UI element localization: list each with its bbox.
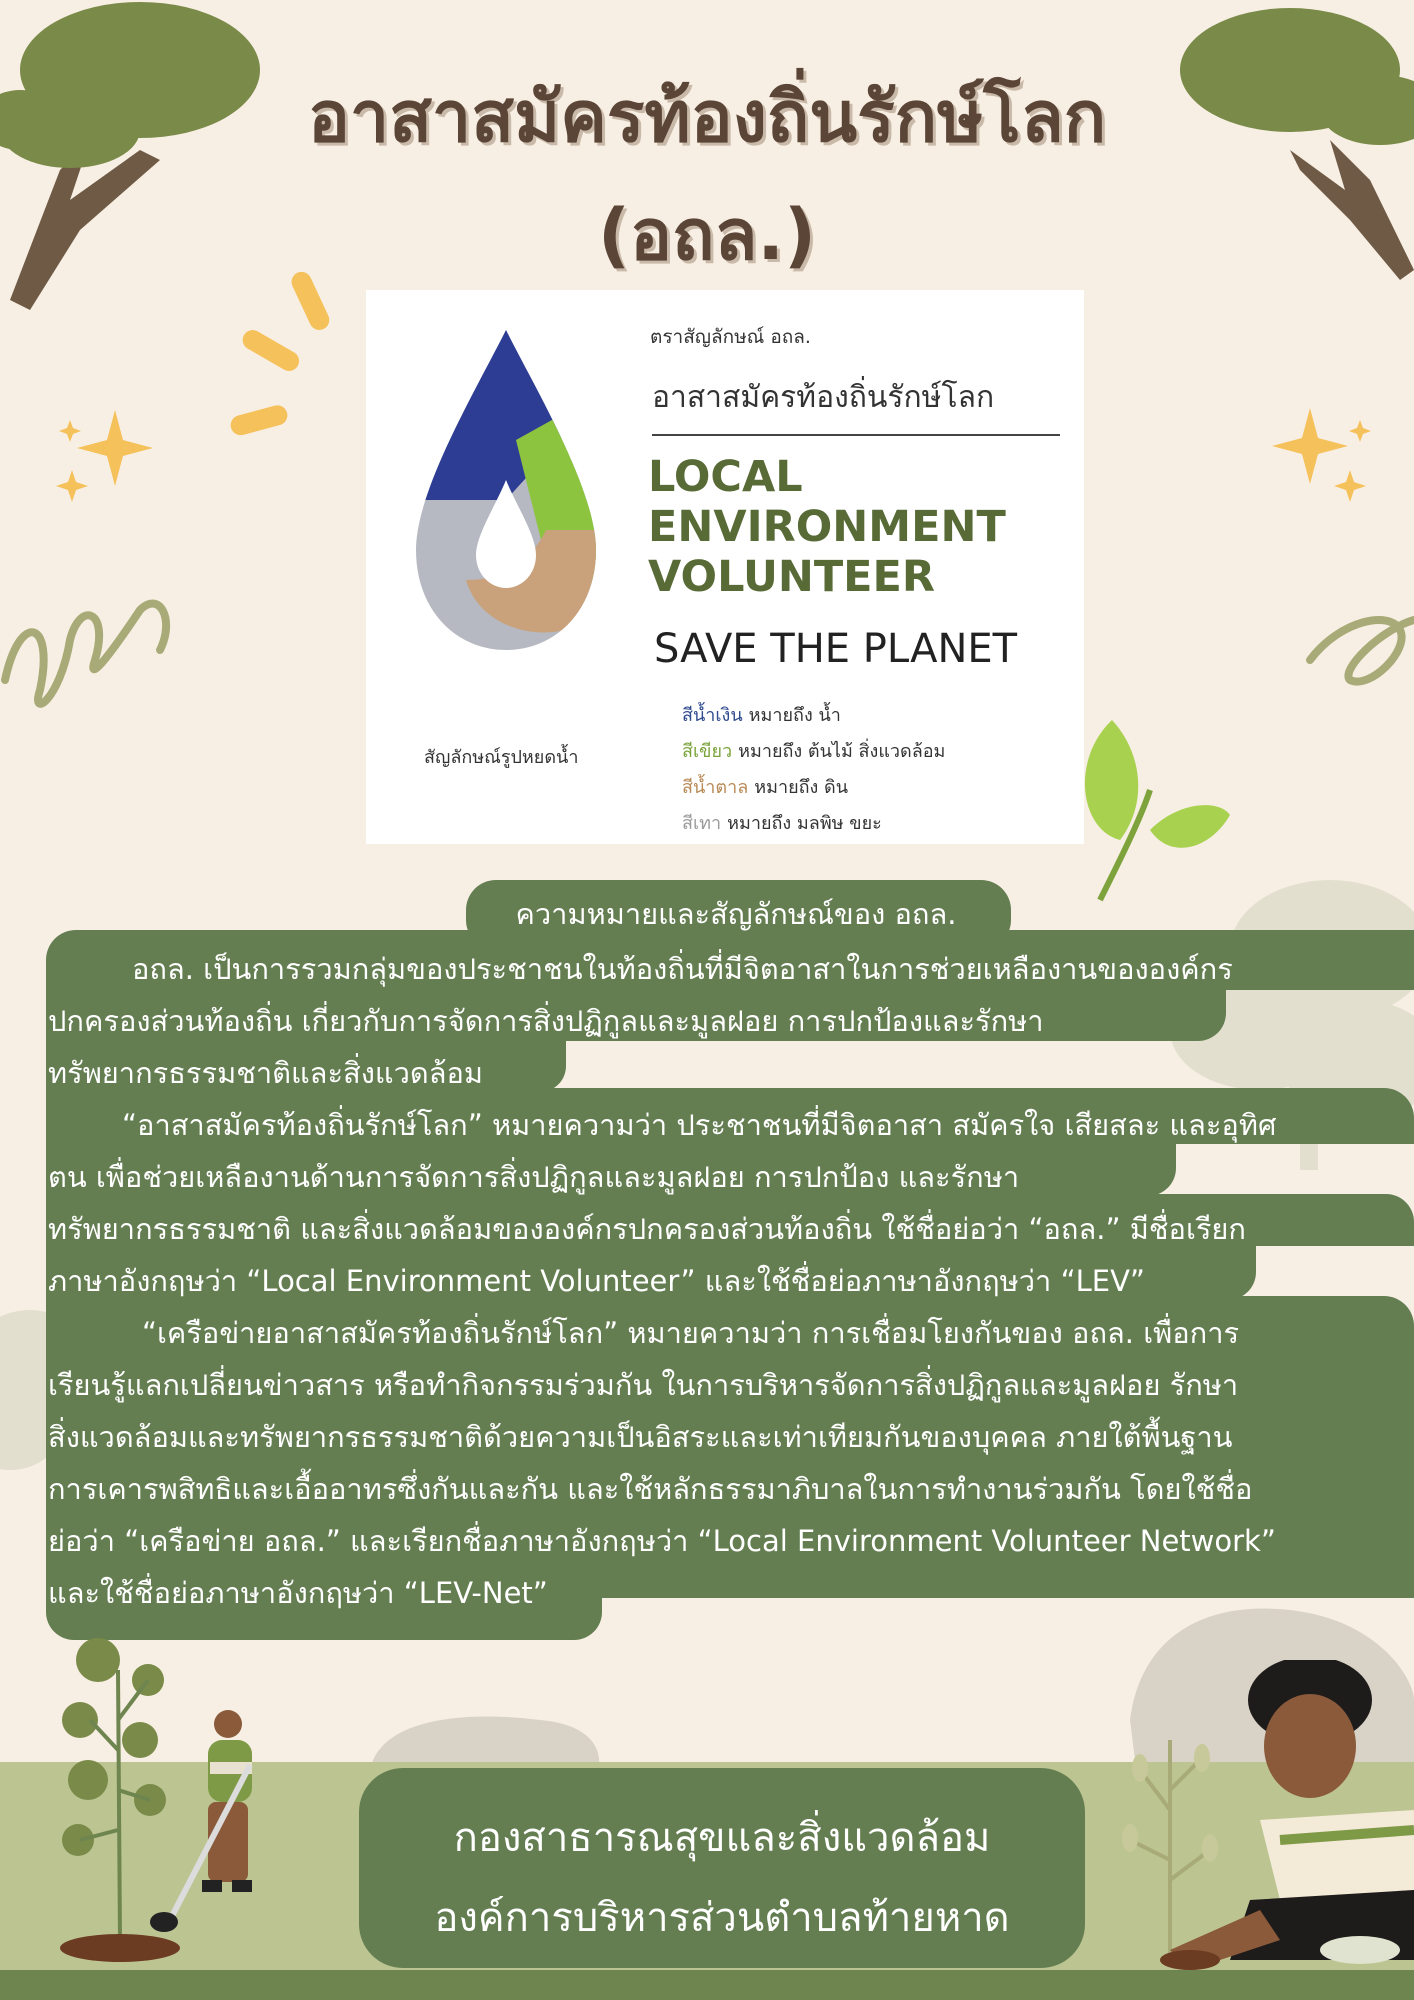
sparkle-right-icon: [1272, 408, 1371, 502]
logo-caption-top: ตราสัญลักษณ์ อถล.: [650, 326, 811, 348]
content-line-2: ปกครองส่วนท้องถิ่น เกี่ยวกับการจัดการสิ่งปฏิกูลและมูลฝอย การปกป้องและรักษา: [48, 1004, 1044, 1038]
content-line-10: สิ่งแวดล้อมและทรัพยากรธรรมชาติด้วยความเป็นอิสระและเท่าเทียมกันของบุคคล ภายใต้พื้นฐาน: [48, 1420, 1233, 1454]
legend-row-green: [682, 736, 945, 765]
leaf-sprout-icon: [1085, 720, 1230, 900]
logo-english-line1: LOCAL: [648, 452, 803, 502]
page-title-line2: (อถล.): [598, 194, 816, 276]
legend-color-name: สีเขียว: [682, 741, 733, 762]
legend-row-blue: [682, 700, 841, 729]
content-line-3: ทรัพยากรธรรมชาติและสิ่งแวดล้อม: [48, 1056, 483, 1090]
legend-meaning: หมายถึง น้ำ: [748, 705, 841, 726]
logo-english-line3: VOLUNTEER: [648, 552, 936, 602]
content-line-9: เรียนรู้แลกเปลี่ยนข่าวสาร หรือทำกิจกรรมร่วมกัน ในการบริหารจัดการสิ่งปฏิกูลและมูลฝอย รักษา: [48, 1368, 1239, 1402]
water-drop-logo-icon: [406, 330, 606, 650]
legend-color-name: สีน้ำตาล: [682, 777, 749, 798]
footer-line1: กองสาธารณสุขและสิ่งแวดล้อม: [453, 1815, 991, 1861]
legend-meaning: หมายถึง ดิน: [754, 777, 849, 798]
legend-color-name: สีน้ำเงิน: [682, 705, 743, 726]
content-line-1: อถล. เป็นการรวมกลุ่มของประชาชนในท้องถิ่นที่มีจิตอาสาในการช่วยเหลืองานขององค์กร: [132, 952, 1233, 986]
content-heading: ความหมายและสัญลักษณ์ของ อถล.: [515, 897, 957, 931]
content-line-4: “อาสาสมัครท้องถิ่นรักษ์โลก” หมายความว่า ประชาชนที่มีจิตอาสา สมัครใจ เสียสละ และอุทิศ: [122, 1108, 1277, 1142]
squiggle-left-icon: [5, 604, 166, 704]
content-line-5: ตน เพื่อช่วยเหลืองานด้านการจัดการสิ่งปฏิกูลและมูลฝอย การปกป้อง และรักษา: [48, 1160, 1020, 1194]
drop-caption: สัญลักษณ์รูปหยดน้ำ: [424, 747, 579, 768]
squiggle-right-icon: [1310, 620, 1414, 682]
gardener-left-illustration-icon: [50, 1630, 310, 1970]
logo-english-line2: ENVIRONMENT: [648, 502, 1006, 552]
content-line-11: การเคารพสิทธิและเอื้ออาทรซึ่งกันและกัน และใช้หลักธรรมาภิบาลในการทำงานร่วมกัน โดยใช้ชื่อ: [48, 1472, 1253, 1506]
logo-thai-name: อาสาสมัครท้องถิ่นรักษ์โลก: [652, 380, 995, 415]
gardener-right-illustration-icon: [1110, 1660, 1414, 1970]
logo-divider: [652, 434, 1060, 436]
footer-box: [359, 1768, 1085, 1968]
page-title-line1: อาสาสมัครท้องถิ่นรักษ์โลก: [307, 76, 1107, 158]
content-line-13: และใช้ชื่อย่อภาษาอังกฤษว่า “LEV-Net”: [48, 1576, 548, 1610]
content-line-12: ย่อว่า “เครือข่าย อถล.” และเรียกชื่อภาษาอังกฤษว่า “Local Environment Volunteer Network”: [48, 1524, 1276, 1558]
legend-meaning: หมายถึง มลพิษ ขยะ: [727, 813, 882, 834]
legend-row-brown: [682, 772, 848, 801]
content-line-6: ทรัพยากรธรรมชาติ และสิ่งแวดล้อมขององค์กรปกครองส่วนท้องถิ่น ใช้ชื่อย่อว่า “อถล.” มีชื่อเรียก: [48, 1212, 1246, 1246]
logo-card: [366, 290, 1084, 844]
footer-line2: องค์การบริหารส่วนตำบลท้ายหาด: [434, 1895, 1010, 1941]
legend-row-gray: [682, 808, 882, 837]
logo-slogan: SAVE THE PLANET: [654, 626, 1018, 672]
legend-color-name: สีเทา: [682, 813, 722, 834]
legend-meaning: หมายถึง ต้นไม้ สิ่งแวดล้อม: [738, 741, 946, 762]
content-line-7: ภาษาอังกฤษว่า “Local Environment Volunteer” และใช้ชื่อย่อภาษาอังกฤษว่า “LEV”: [48, 1264, 1145, 1298]
sparkle-left-icon: [56, 410, 153, 502]
content-line-8: “เครือข่ายอาสาสมัครท้องถิ่นรักษ์โลก” หมายความว่า การเชื่อมโยงกันของ อถล. เพื่อการ: [142, 1316, 1240, 1350]
burst-icon: [228, 269, 332, 438]
ground-strip: [0, 1970, 1414, 2000]
